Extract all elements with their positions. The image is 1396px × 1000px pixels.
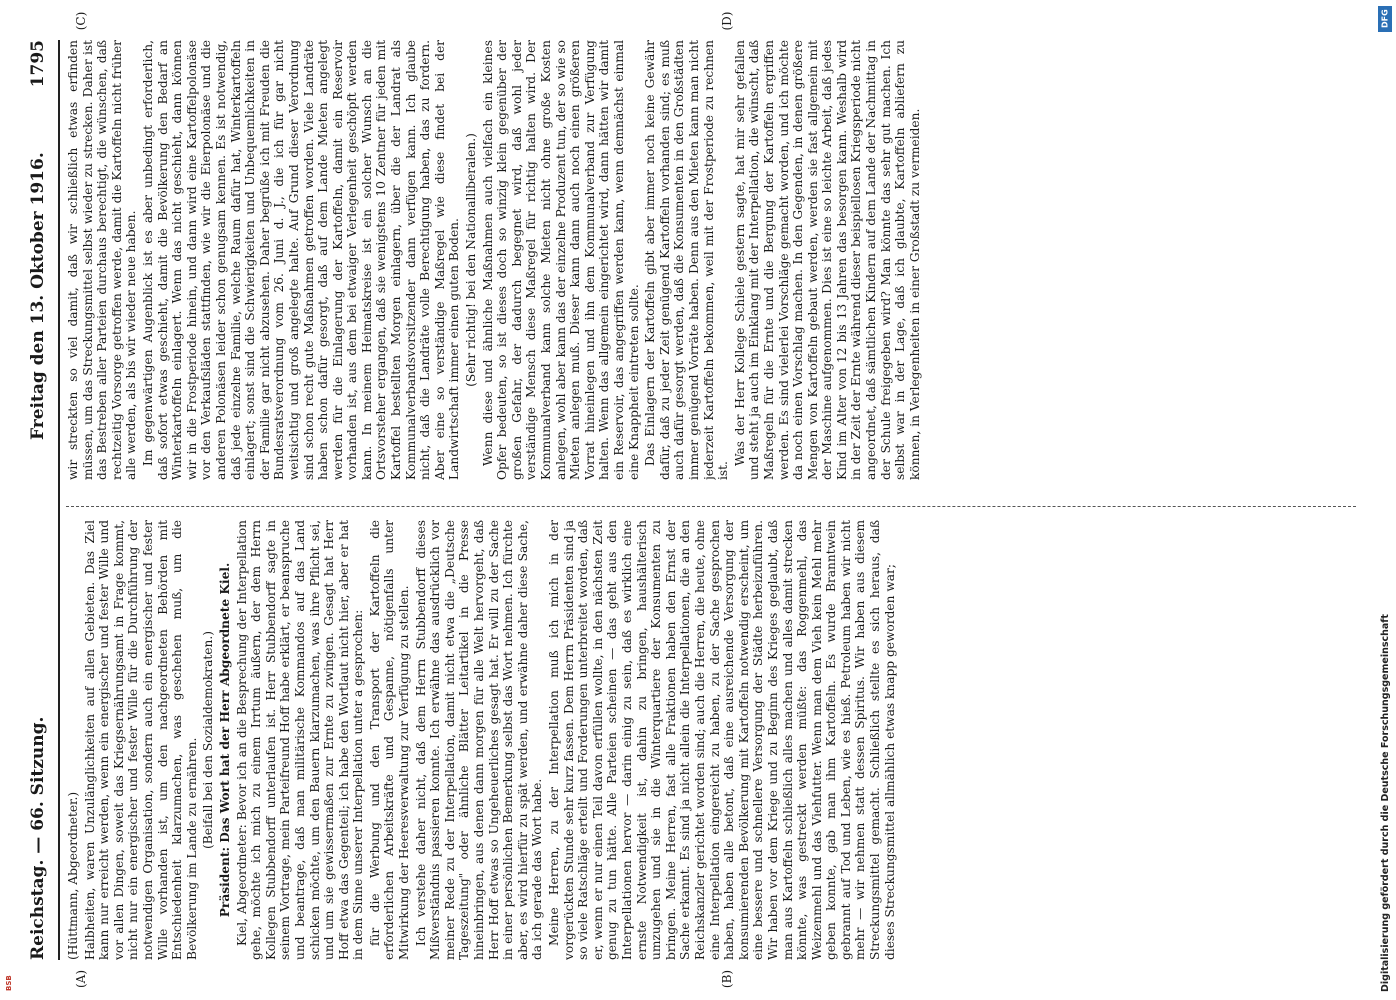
- margin-marker-c: (C): [74, 11, 88, 31]
- column-divider: [66, 505, 1356, 507]
- header-date: Freitag den 13. Oktober 1916.: [28, 152, 48, 440]
- quote: für die Werbung und den Transport der Kartoffeln die erforderlichen Arbeitskräfte und Gespanne, nötigenfalls unter Mitwirkung der Heeresverwaltung zur Verfügung zu stellen.: [367, 520, 412, 960]
- header-title: Reichstag. — 66. Sitzung.: [28, 716, 48, 960]
- paragraph: Wenn diese und ähnliche Maßnahmen auch vielfach ein kleines Opfer bedeuten, so ist dieses doch so winzig klein gegenüber der großen Gefahr, der dadurch begegnet wird, daß wohl jeder verständige Mensch diese Maßregel für richtig halten wird. Der Kommunalverband kann solche Mieten nicht ohne große Kosten anlegen, wohl aber kann das der einzelne Produzent tun, der so wie so Mieten anlegen muß. Dieser kann dann auch noch einen größeren Vorrat hineinlegen und ihn dem Kommunalverband zur Verfügung halten. Wenn das allgemein eingerichtet wird, dann hätten wir damit ein Reservoir, das angegriffen werden kann, wenn demnächst einmal eine Knappheit eintreten sollte.: [480, 40, 641, 480]
- paragraph: Was der Herr Kollege Schiele gestern sagte, hat mir sehr gefallen und steht ja auch im Einklang mit der Interpellation, die wünscht, daß Maßregeln für die Ernte und die Bergung der Kartoffeln ergriffen werden. Es sind vielerlei Vorschläge gemacht worden, und ich möchte da noch einen Vorschlag machen. In den Gegenden, in denen größere Mengen von Kartoffeln gebaut werden, werden sie fast allgemein mit der Maschine aufgenommen. Dies ist eine so leichte Arbeit, daß jedes Kind im Alter von 12 bis 13 Jahren das besorgen kann. Weshalb wird in der Zeit der Ernte während dieser beispiellosen Kriegsperiode nicht angeordnet, daß sämtlichen Kindern auf dem Lande der Nachmittag in der Schule freigegeben wird? Man könnte das sehr gut machen. Ich selbst war in der Lage, daß ich glaubte, Kartoffeln abliefern zu können, in Verlegenheiten in einer Großstadt zu vermeiden.: [732, 40, 922, 480]
- dfg-logo: DFG: [1378, 6, 1392, 32]
- president-line: Präsident: Das Wort hat der Herr Abgeordnete Kiel.: [217, 562, 232, 918]
- paragraph: Meine Herren, zu der Interpellation muß ich mich in der vorgerückten Stunde sehr kurz fassen. Dem Herrn Präsidenten sind ja so viele Ratschläge erteilt und Forderungen unterbreitet worden, daß er, wenn er nur einen Teil davon erfüllen wollte, in den nächsten Zeit genug zu tun hätte. Alle Parteien scheinen — das geht aus den Interpellationen hervor — darin einig zu sein, daß es wirklich eine ernste Notwendigkeit ist, dahin zu bringen, haushälterisch umzugehen und sie in die Winterquartiere der Konsumenten zu bringen. Meine Herren, fast alle Fraktionen haben den Ernst der Sache erkannt. Es sind ja nicht allein die Interpellationen, die an den Reichskanzler gerichtet worden sind; auch die Herren, die heute, ohne eine Interpellation eingereicht zu haben, zu der Sache gesprochen haben, haben alle betont, daß eine ausreichende Versorgung der konsumierenden Bevölkerung mit Kartoffeln notwendig erscheint, um eine bessere und schnellere Versorgung der Städte herbeizuführen. Wir haben vor dem Kriege und zu Beginn des Krieges geglaubt, daß man aus Kartoffeln schließlich alles machen und alles damit strecken könnte, was gestreckt werden müßte: das Roggenmehl, das Weizenmehl und das Viehfutter. Wenn man dem Vieh kein Mehl mehr geben konnte, gab man ihm Kartoffeln. Es wurde Branntwein gebrannt auf Tod und Leben, wie es hieß. Petroleum haben wir nicht mehr — wir nehmen statt dessen Spiritus. Wir haben aus diesem Streckungsmittel gemacht. Schließlich stellte es sich heraus, daß dieses Streckungsmittel allmählich etwas knapp geworden war;: [547, 520, 897, 960]
- applause-note: (Beifall bei den Sozialdemokraten.): [201, 631, 216, 849]
- paragraph: Das Einlagern der Kartoffeln gibt aber immer noch keine Gewähr dafür, daß zu jeder Zeit genügend Kartoffeln vorhanden sind; es muß auch dafür gesorgt werden, daß die Konsumenten in den Großstädten immer genügend Vorräte haben. Denn aus den Mieten kann man nicht jederzeit Kartoffeln bekommen, weil mit der Frostperiode zu rechnen ist.: [643, 40, 731, 480]
- page-number: 1795: [28, 40, 48, 88]
- paragraph: Halbheiten, waren Unzulänglichkeiten auf allen Gebieten. Das Ziel kann nur erreicht werden, wenn ein energischer und fester Wille und vor allen Dingen, soweit das Kriegsernährungsamt in Frage kommt, nicht nur ein energischer und fester Wille für die Durchführung der notwendigen Organisation, sondern auch ein energischer und fester Wille vorhanden ist, um den nachgeordneten Behörden mit Entschiedenheit klarzumachen, was geschehen muß, um die Bevölkerung im Lande zu ernähren.: [82, 520, 199, 960]
- margin-marker-d: (D): [720, 11, 734, 31]
- right-column: [66, 40, 1356, 480]
- paragraph: wir streckten so viel damit, daß wir schließlich etwas erfinden müssen, um das Streckungsmittel selbst wieder zu strecken. Daher ist das Bestreben aller Parteien durchaus berechtigt, die wünschen, daß rechtzeitig Vorsorge getroffen werde, damit die Kartoffeln nicht früher alle werden, als bis wir wieder neue haben.: [66, 40, 139, 480]
- bsb-logo: BSB: [5, 975, 13, 991]
- paragraph: Kiel, Abgeordneter: Bevor ich an die Besprechung der Interpellation gehe, möchte ich mich zu einem Irrtum äußern, der dem Herrn Kollegen Stubbendorff unterlaufen ist. Herr Stubbendorff sagte in seinem Vortrage, mein Parteifreund Hoff habe erklärt, er beanspruche und beantrage, daß man militärische Kommandos auf das Land schicken möchte, um den Bauern klarzumachen, was ihre Pflicht sei, und um sie gewissermaßen zur Ernte zu zwingen. Gesagt hat Herr Hoff etwa das Gegenteil; ich habe den Wortlaut nicht hier, aber er hat in dem Sinne unserer Interpellation unter a gesprochen:: [234, 520, 366, 960]
- digitization-credit: Digitalisierung gefördert durch die Deutsche Forschungsgemeinschaft: [1380, 614, 1391, 992]
- paragraph: Ich verstehe daher nicht, daß dem Herrn Stubbendorff dieses Mißverständnis passieren konnte. Ich erwähne das ausdrücklich vor meiner Rede zu der Interpellation, damit nicht etwa die „Deutsche Tageszeitung" oder ähnliche Blätter Leitartikel in die Presse hineinbringen, aus denen dann morgen für alle Welt hervorgeht, daß Herr Hoff etwas so Ungeheuerliches gesagt hat. Er will zu der Sache in einer persönlichen Bemerkung selbst das Wort nehmen. Ich fürchte aber, es wird hierfür zu spät werden, und erwähne daher diese Sache, da ich gerade das Wort habe.: [413, 520, 545, 960]
- paragraph: Im gegenwärtigen Augenblick ist es aber unbedingt erforderlich, daß sofort etwas geschieht, damit die Bevölkerung den Bedarf an Winterkartoffeln einlagert. Wenn das nicht geschieht, dann können wir in die Frostperiode hinein, und dann wird eine Kartoffelpolonäse vor den Verkaufsläden stattfinden, wie wir die Eierpolonäse und die anderen Polonäsen leider schon genugsam kennen. Es ist notwendig, daß jede einzelne Familie, welche Raum dafür hat, Winterkartoffeln einlagert; sonst sind die Schwierigkeiten und Unbequemlichkeiten in der Familie gar nicht abzusehen. Daher begrüße ich mit Freuden die Bundesratsverordnung vom 26. Juni d. J., die ich für gar nicht weitsichtig und groß angelegte halte. Auf Grund dieser Verordnung sind schon recht gute Maßnahmen getroffen worden. Viele Landräte haben schon dafür gesorgt, daß auf dem Lande Mieten angelegt werden für die Einlagerung der Kartoffeln, damit ein Reservoir vorhanden ist, aus dem bei etwaiger Verlegenheit geschöpft werden kann. In meinem Heimatskreise ist ein solcher Wunsch an die Ortsvorsteher ergangen, daß sie wenigstens 10 Zentner für jeden mit Kartoffel bestellten Morgen einlagern, über die der Landrat als Kommunalverbandsvorsitzender dann verfügen kann. Ich glaube nicht, daß die Landräte volle Berechtigung haben, das zu fordern. Aber eine so verständige Maßregel wie diese findet bei der Landwirtschaft immer einen guten Boden.: [140, 40, 462, 480]
- left-column: [66, 520, 1356, 960]
- margin-marker-b: (B): [720, 969, 734, 989]
- header-rule: [58, 40, 60, 960]
- applause-note: (Sehr richtig! bei den Nationalliberalen.): [464, 133, 479, 387]
- page-header: [28, 40, 56, 960]
- margin-marker-a: (A): [74, 969, 88, 989]
- speaker-line: (Hüttmann, Abgeordneter.): [66, 791, 80, 960]
